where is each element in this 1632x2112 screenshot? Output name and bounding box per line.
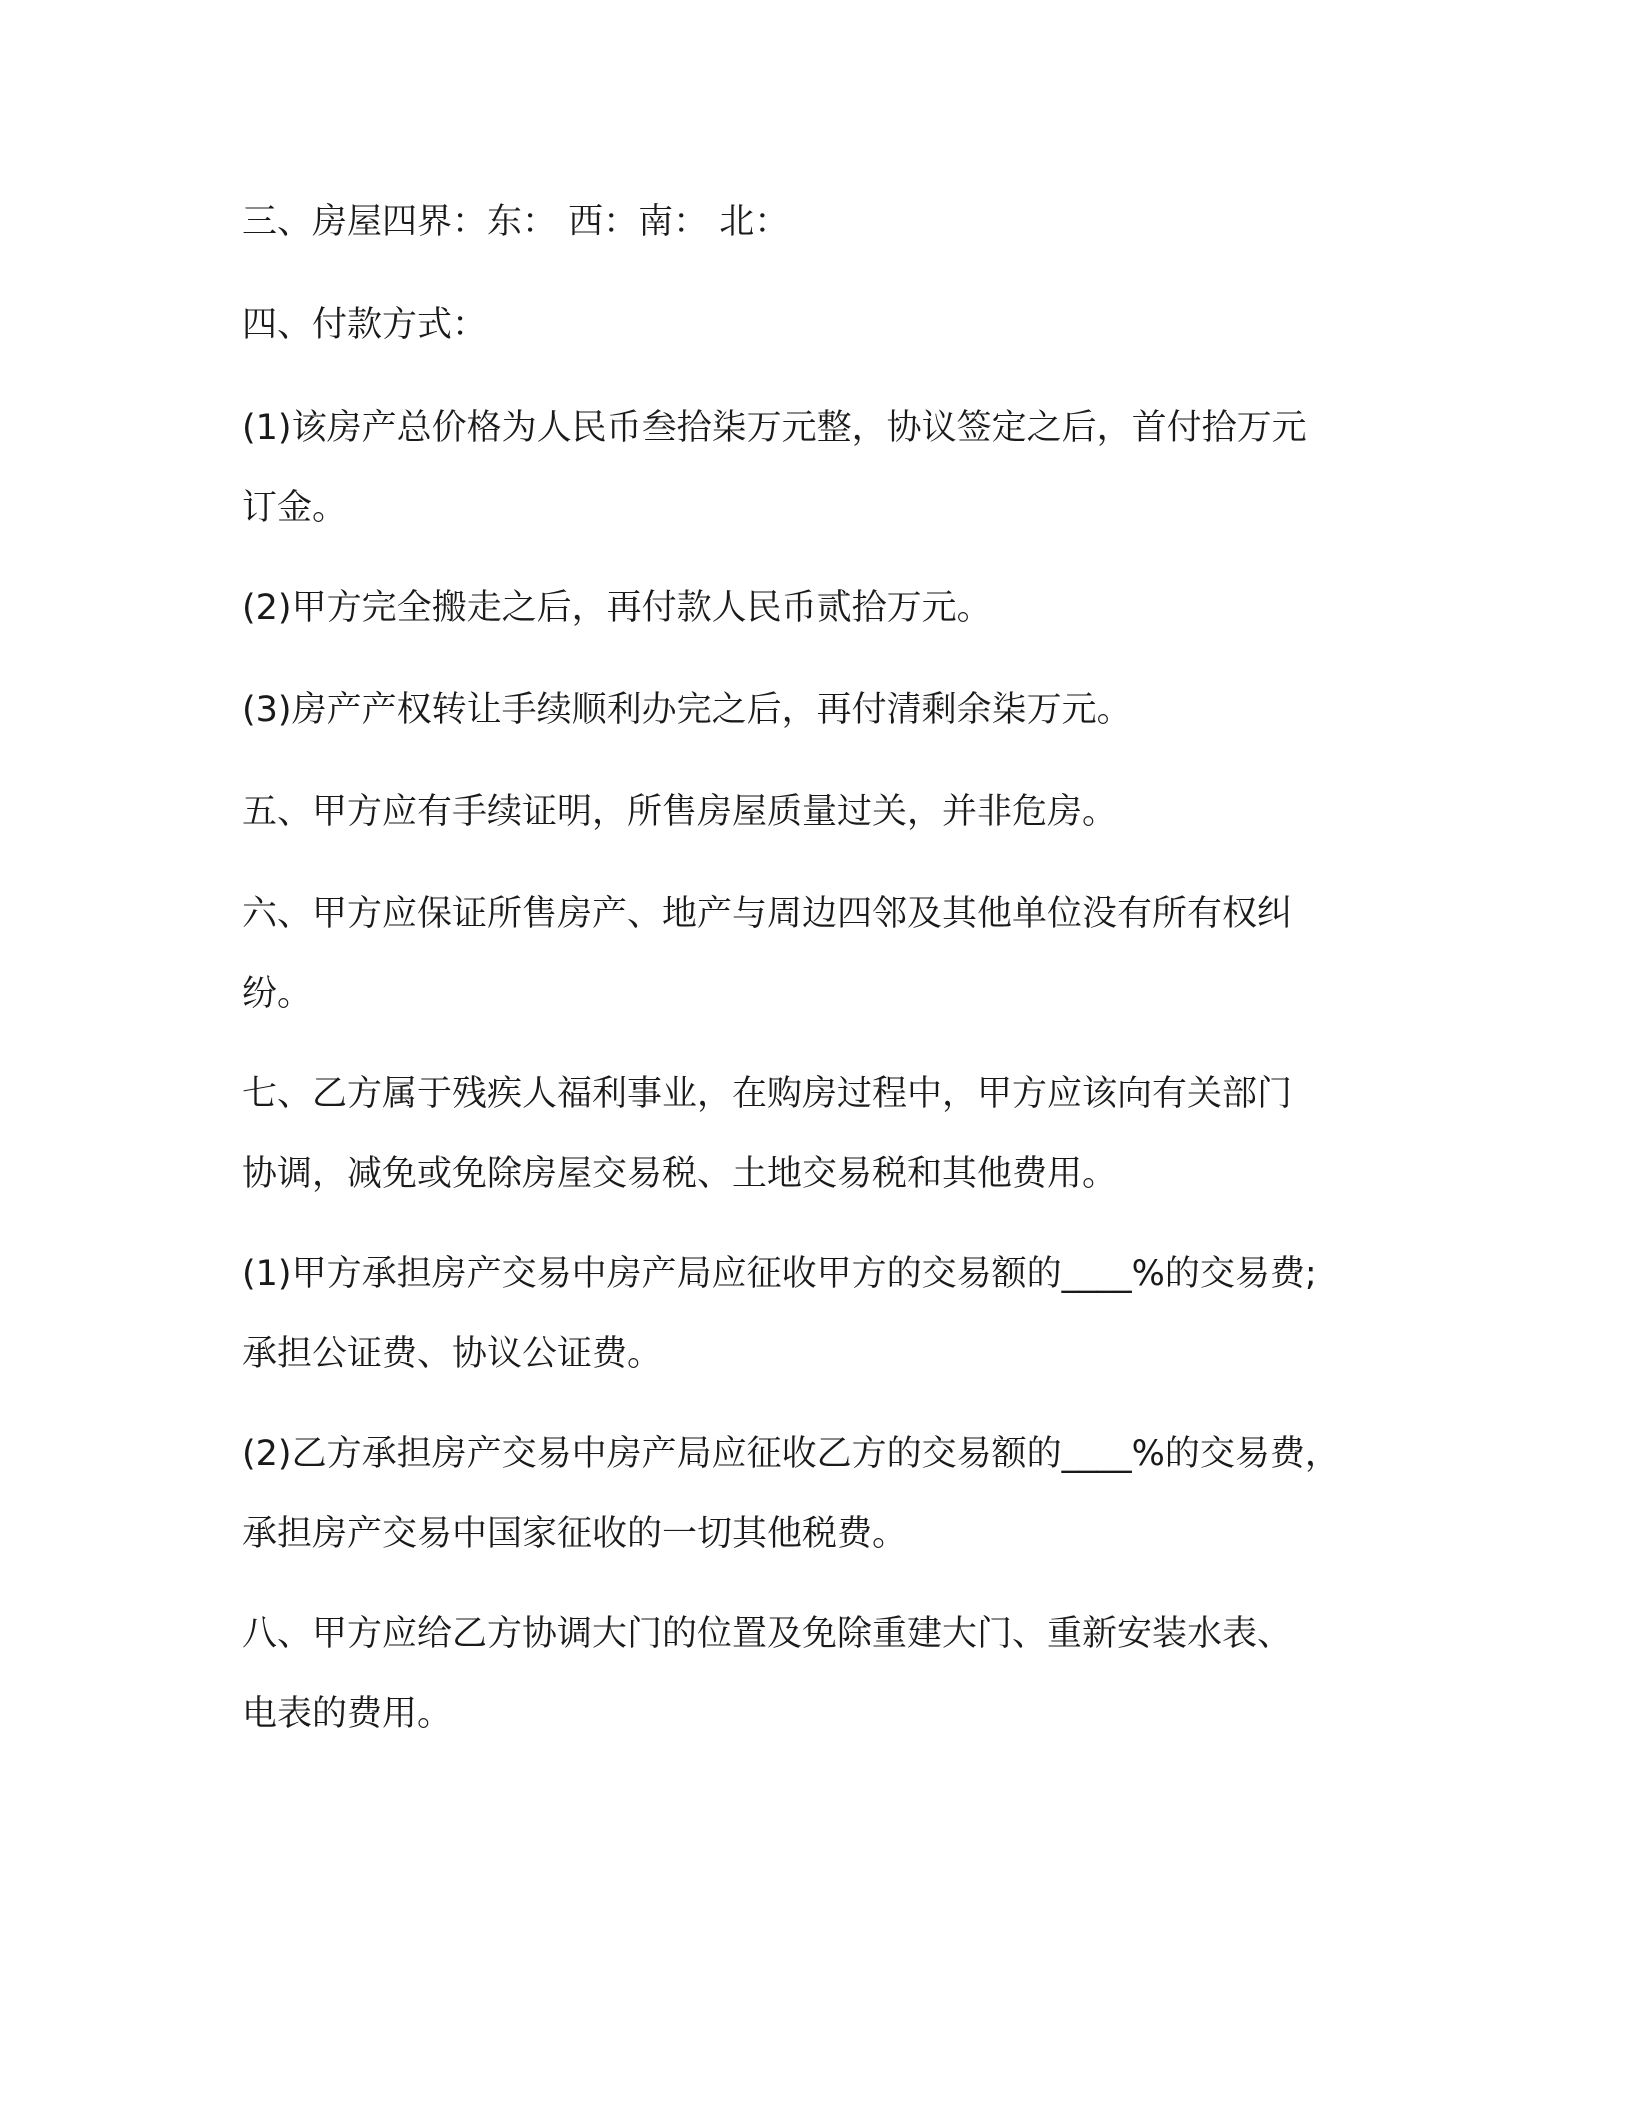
clause-4-item-1-line-1: (1)该房产总价格为人民币叁拾柒万元整，协议签定之后，首付拾万元: [242, 408, 1307, 448]
clause-8-line-2: 电表的费用。: [242, 1694, 453, 1734]
clause-6-line-1: 六、甲方应保证所售房产、地产与周边四邻及其他单位没有所有权纠: [242, 894, 1293, 934]
clause-7-item-1-line-1: (1)甲方承担房产交易中房产局应征收甲方的交易额的____%的交易费;: [242, 1254, 1317, 1294]
clause-8-line-1: 八、甲方应给乙方协调大门的位置及免除重建大门、重新安装水表、: [242, 1614, 1293, 1654]
clause-4-payment-heading: 四、付款方式：: [242, 305, 488, 345]
clause-7-line-2: 协调，减免或免除房屋交易税、土地交易税和其他费用。: [242, 1154, 1118, 1194]
clause-7-item-1-line-2: 承担公证费、协议公证费。: [242, 1334, 663, 1374]
clause-4-item-1-line-2: 订金。: [242, 488, 348, 528]
clause-4-item-2: (2)甲方完全搬走之后，再付款人民币贰拾万元。: [242, 588, 992, 628]
clause-7-line-1: 七、乙方属于残疾人福利事业，在购房过程中，甲方应该向有关部门: [242, 1074, 1293, 1114]
clause-5: 五、甲方应有手续证明，所售房屋质量过关，并非危房。: [242, 792, 1118, 832]
clause-6-line-2: 纷。: [242, 974, 313, 1014]
clause-7-item-2-line-2: 承担房产交易中国家征收的一切其他税费。: [242, 1514, 908, 1554]
clause-7-item-2-line-1: (2)乙方承担房产交易中房产局应征收乙方的交易额的____%的交易费，: [242, 1434, 1340, 1474]
clause-4-item-3: (3)房产产权转让手续顺利办完之后，再付清剩余柒万元。: [242, 690, 1132, 730]
clause-3-boundaries: 三、房屋四界：东： 西：南： 北：: [242, 202, 790, 242]
